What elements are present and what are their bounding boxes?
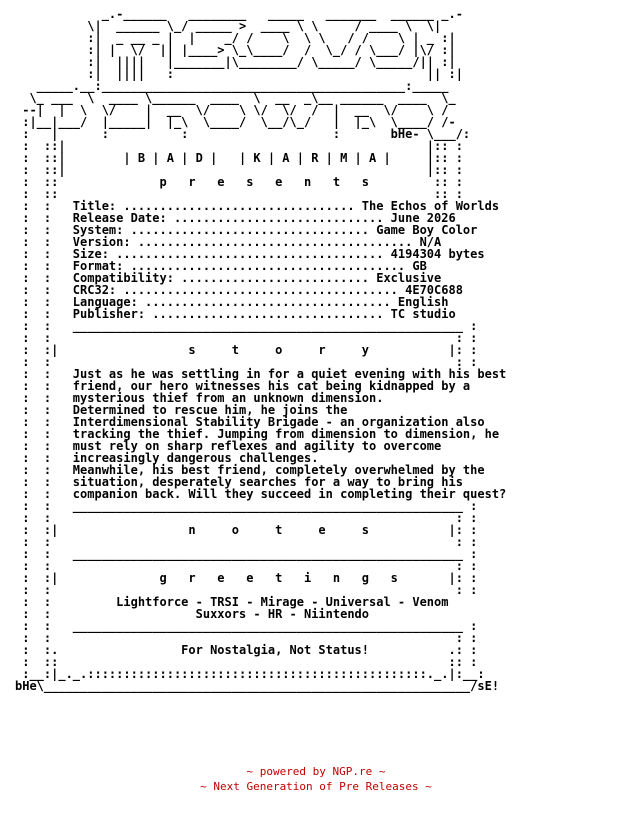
footer-powered-by: ~ powered by NGP.re ~ (246, 765, 386, 778)
nfo-line: : : Lightforce - TRSI - Mirage - Universal - Venom (15, 595, 449, 609)
nfo-line: : : mysterious thief from an unknown dimension. (15, 391, 384, 405)
nfo-line: :| _ __ _ | | _/ / \ \ \ / / \ | _ :| (15, 31, 456, 45)
nfo-line: :| |||| |_______|\________/ \_____/ \_____/|| :| (15, 55, 456, 69)
nfo-line: _____.__:__________________________________________:_____ (15, 79, 456, 93)
nfo-line: : : must rely on sharp reflexes and agility to overcome (15, 439, 442, 453)
nfo-line: :| | \/ || |____> \_\____/ / \_/ / \___/ |\/ :| (15, 43, 456, 57)
nfo-line: :|__|___/ |_____| |_\ \____/ \__/\_/ | |_\ \____/ /- (15, 115, 456, 129)
nfo-line: : :: :: : (15, 187, 463, 201)
nfo-line: bHe\___________________________________________________________/sE! (15, 679, 500, 693)
nfo-line: :__:|_._.:::::::::::::::::::::::::::::::::::::::::::::::._.|:__: (15, 667, 485, 681)
nfo-line: : : : : (15, 631, 478, 645)
nfo-line: : :| g r e e t i n g s |: : (15, 571, 478, 585)
nfo-line: : : tracking the thief. Jumping from dimension to dimension, he (15, 427, 500, 441)
nfo-line: : :. For Nostalgia, Not Status! .: : (15, 643, 478, 657)
nfo-line: : : Publisher: ................................ TC studio (15, 307, 456, 321)
nfo-line: : : Size: ..................................... 4194304 bytes (15, 247, 485, 261)
nfo-line: : : : : (15, 511, 478, 525)
nfo-line: : : ______________________________________________________ : (15, 619, 478, 633)
nfo-line: :| |||| : || :| (15, 67, 463, 81)
nfo-line: : ::| |:: : (15, 139, 463, 153)
nfo-line: : : Release Date: ............................. June 2026 (15, 211, 456, 225)
nfo-line: : :| n o t e s |: : (15, 523, 478, 537)
nfo-line: : : companion back. Will they succeed in completing their quest? (15, 487, 507, 501)
nfo-line: : : Suxxors - HR - Niintendo (15, 607, 370, 621)
site-footer (0, 764, 632, 794)
nfo-ascii-art (15, 8, 506, 692)
nfo-line: : : : : (15, 331, 478, 345)
nfo-line: : : CRC32: ...................................... 4E70C688 (15, 283, 463, 297)
nfo-line: : : Format: ...................................... GB (15, 259, 427, 273)
nfo-line: : : Meanwhile, his best friend, completely overwhelmed by the (15, 463, 485, 477)
nfo-line: : : Language: .................................. English (15, 295, 449, 309)
nfo-line: : :: p r e s e n t s :: : (15, 175, 463, 189)
nfo-line: \_ ___ \ ____ \______ ____ \ __ _\__ ______ ____ \_ (15, 91, 456, 105)
nfo-line: : : : : (15, 355, 478, 369)
nfo-line: : : ______________________________________________________ : (15, 547, 478, 561)
nfo-line: : :| s t o r y |: : (15, 343, 478, 357)
nfo-line: : : : : (15, 583, 478, 597)
nfo-line: : : System: ................................. Game Boy Color (15, 223, 478, 237)
footer-tagline: ~ Next Generation of Pre Releases ~ (200, 780, 432, 793)
nfo-line: --| | \ \/ | __ \/ \ \/ \/ / | __ \/ \ / (15, 103, 456, 117)
nfo-line: : : Title: ................................ The Echos of Worlds (15, 199, 500, 213)
nfo-line: : : situation, desperately searches for a way to bring his (15, 475, 463, 489)
nfo-line: : : Determined to rescue him, he joins the (15, 403, 348, 417)
nfo-line: : : Just as he was settling in for a quiet evening with his best (15, 367, 507, 381)
nfo-line: _.-______ ________ _____ _______ ______ _.- (15, 7, 463, 21)
nfo-line: : : Interdimensional Stability Brigade - an organization also (15, 415, 485, 429)
nfo-line: : : increasingly dangerous challenges. (15, 451, 319, 465)
nfo-line: : : Version: ...................................... N/A (15, 235, 442, 249)
nfo-line: : : ______________________________________________________ : (15, 499, 478, 513)
nfo-line: \| ______ \_/ _____ > ____ \ \ / ____ \ \| (15, 19, 442, 33)
nfo-line: : : : : (15, 535, 478, 549)
nfo-line: : :: :: : (15, 655, 478, 669)
nfo-line: : ::| | B | A | D | | K | A | R | M | A | |:: : (15, 151, 463, 165)
nfo-line: : ::| |:: : (15, 163, 463, 177)
nfo-line: : : friend, our hero witnesses his cat being kidnapped by a (15, 379, 471, 393)
nfo-line: : | : : : bHe- \___/: (15, 127, 471, 141)
nfo-line: : : ______________________________________________________ : (15, 319, 478, 333)
nfo-line: : : Compatibility: .......................... Exclusive (15, 271, 442, 285)
nfo-line: : : : : (15, 559, 478, 573)
